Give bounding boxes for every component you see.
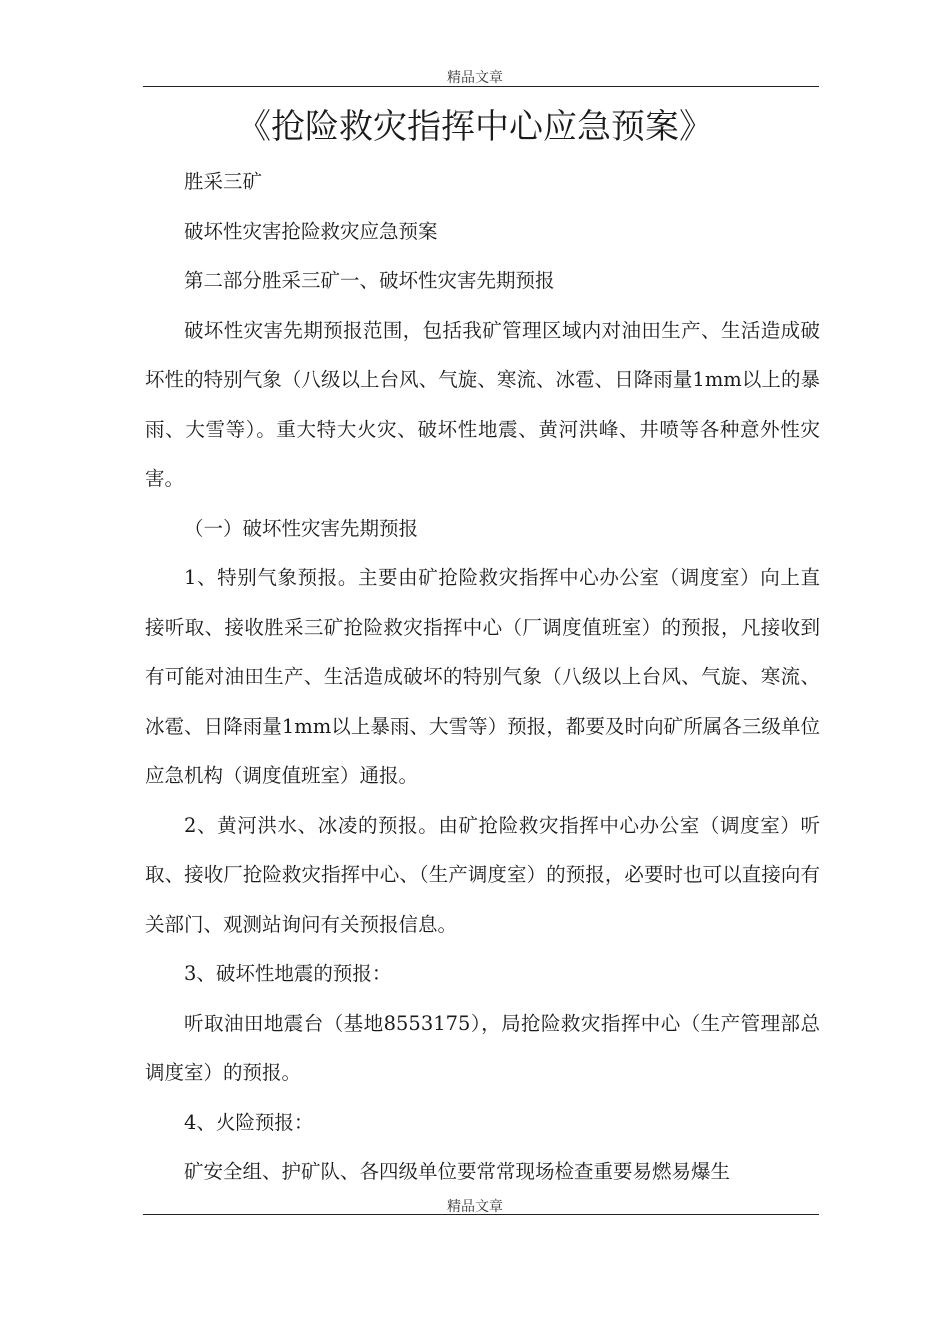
paragraph-fire-heading: 4、火险预报：	[184, 1110, 314, 1134]
paragraph-flood-forecast: 2、黄河洪水、冰凌的预报。由矿抢险救灾指挥中心办公室（调度室）听取、接收厂抢险救灾指挥中心、（生产调度室）的预报，必要时也可以直接向有关部门、观测站询问有关预报信息。	[145, 813, 820, 936]
header-rule	[143, 86, 819, 87]
paragraph-org-name: 胜采三矿	[184, 170, 263, 193]
document-title: 《抢险救灾指挥中心应急预案》	[237, 107, 713, 147]
document-body	[145, 157, 820, 1197]
paragraph-weather-forecast: 1、特别气象预报。主要由矿抢险救灾指挥中心办公室（调度室）向上直接听取、接收胜采三矿抢险救灾指挥中心（厂调度值班室）的预报，凡接收到有可能对油田生产、生活造成破坏的特别气象（八级以上台风、气旋、寒流、冰雹、日降雨量1mm以上暴雨、大雪等）预报，都要及时向矿所属各三级单位应急机构（调度值班室）通报。	[145, 566, 820, 787]
page-footer: 精品文章	[447, 1199, 503, 1215]
paragraph-plan-name: 破坏性灾害抢险救灾应急预案	[184, 219, 438, 243]
page-header: 精品文章	[447, 70, 503, 86]
paragraph-section-heading: 第二部分胜采三矿一、破坏性灾害先期预报	[184, 269, 555, 292]
paragraph-forecast-scope: 破坏性灾害先期预报范围，包括我矿管理区域内对油田生产、生活造成破坏性的特别气象（八级以上台风、气旋、寒流、冰雹、日降雨量1mm以上的暴雨、大雪等）。重大特大火灾、破坏性地震、黄河洪峰、井喷等各种意外性灾害。	[145, 318, 820, 490]
paragraph-earthquake-forecast: 听取油田地震台（基地8553175），局抢险救灾指挥中心（生产管理部总调度室）的预报。	[145, 1011, 820, 1084]
paragraph-fire-forecast: 矿安全组、护矿队、各四级单位要常常现场检查重要易燃易爆生	[184, 1160, 731, 1183]
paragraph-subsection-heading: （一）破坏性灾害先期预报	[184, 516, 419, 540]
paragraph-earthquake-heading: 3、破坏性地震的预报：	[184, 962, 392, 985]
